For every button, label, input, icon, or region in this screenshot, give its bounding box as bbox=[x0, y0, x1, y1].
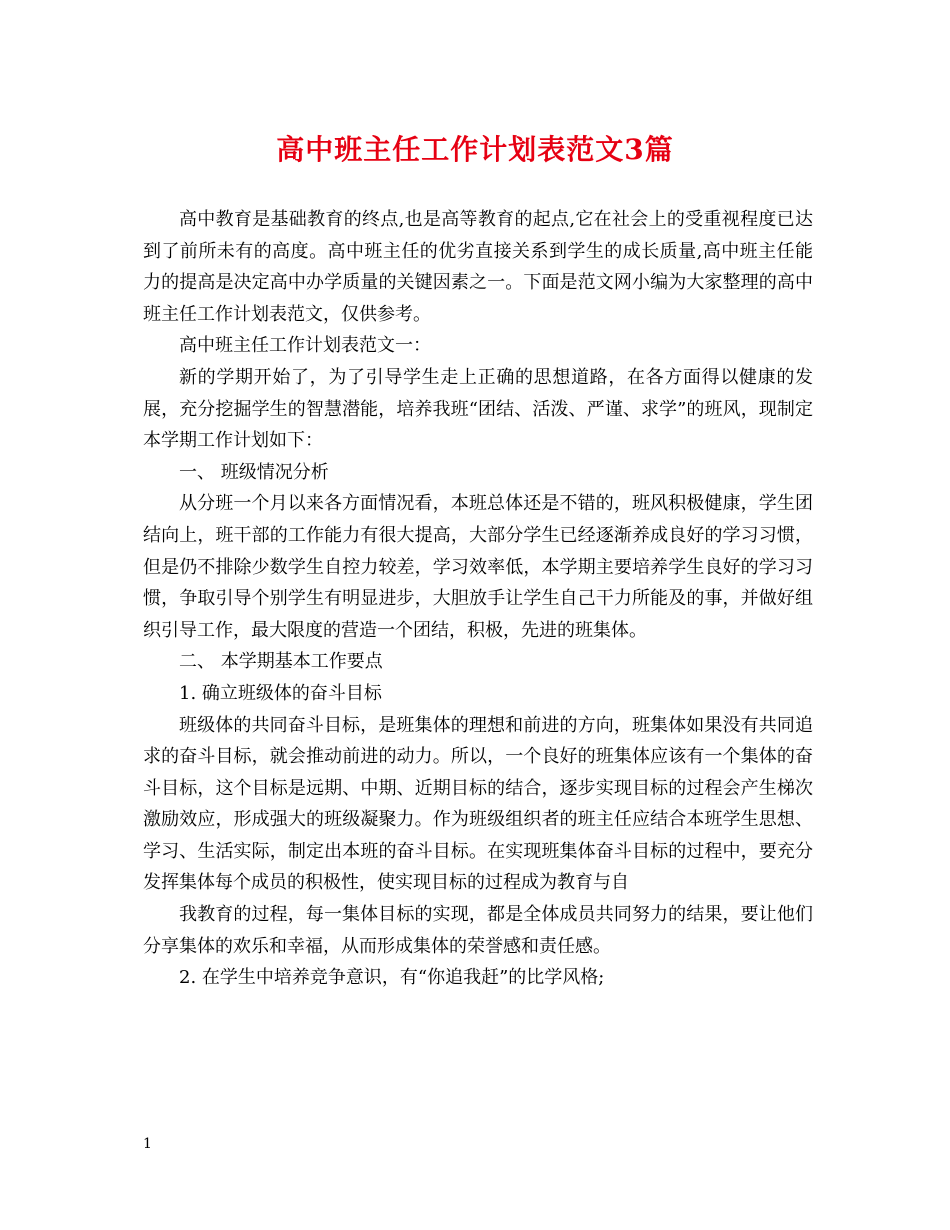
subsection-heading: 2. 在学生中培养竞争意识，有“你追我赶”的比学风格; bbox=[179, 967, 605, 989]
paragraph: 班级体的共同奋斗目标，是班集体的理想和前进的方向，班集体如果没有共同追求的奋斗目标，就会推动前进的动力。所以，一个良好的班集体应该有一个集体的奋斗目标，这个目标是远期、中期、近期目标的结合，逐步实现目标的过程会产生梯次激励效应，形成强大的班级凝聚力。作为班级组织者的班主任应结合本班学生思想、学习、生活实际，制定出本班的奋斗目标。在实现班集体奋斗目标的过程中，要充分发挥集体每个成员的积极性，使实现目标的过程成为教育与自 bbox=[143, 714, 813, 894]
paragraph: 高中教育是基础教育的终点,也是高等教育的起点,它在社会上的受重视程度已达到了前所未有的高度。高中班主任的优劣直接关系到学生的成长质量,高中班主任能力的提高是决定高中办学质量的关键因素之一。下面是范文网小编为大家整理的高中班主任工作计划表范文，仅供参考。 bbox=[143, 209, 813, 325]
page-number: 1 bbox=[143, 1136, 152, 1152]
section-heading: 一、 班级情况分析 bbox=[179, 461, 329, 483]
paragraph: 我教育的过程，每一集体目标的实现，都是全体成员共同努力的结果，要让他们分享集体的欢乐和幸福，从而形成集体的荣誉感和责任感。 bbox=[143, 904, 813, 957]
paragraph: 从分班一个月以来各方面情况看，本班总体还是不错的，班风积极健康，学生团结向上，班干部的工作能力有很大提高，大部分学生已经逐渐养成良好的学习习惯，但是仍不排除少数学生自控力较差，学习效率低，本学期主要培养学生良好的学习习惯，争取引导个别学生有明显进步，大胆放手让学生自己干力所能及的事，并做好组织引导工作，最大限度的营造一个团结，积极，先进的班集体。 bbox=[143, 493, 813, 641]
section-heading: 二、 本学期基本工作要点 bbox=[179, 651, 383, 673]
document-title: 高中班主任工作计划表范文3篇 bbox=[276, 133, 674, 166]
subsection-heading: 1. 确立班级体的奋斗目标 bbox=[179, 682, 382, 704]
paragraph: 新的学期开始了，为了引导学生走上正确的思想道路，在各方面得以健康的发展，充分挖掘学生的智慧潜能，培养我班“团结、活泼、严谨、求学”的班风，现制定本学期工作计划如下： bbox=[143, 366, 813, 452]
document-body bbox=[143, 204, 813, 994]
paragraph: 高中班主任工作计划表范文一： bbox=[179, 335, 431, 357]
